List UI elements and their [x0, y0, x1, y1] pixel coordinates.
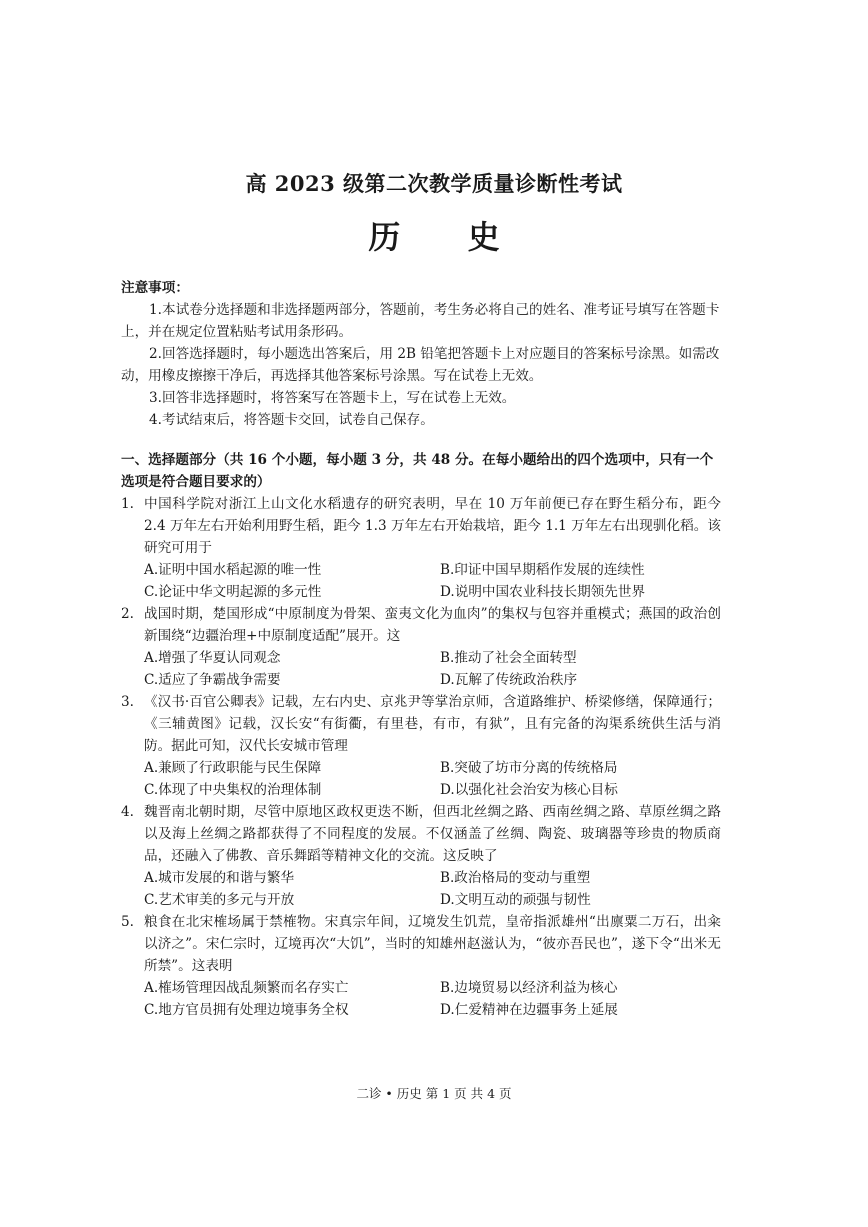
option-c: C.地方官员拥有处理边境事务全权 [144, 1002, 349, 1018]
option-d: D.仁爱精神在边疆事务上延展 [440, 1002, 618, 1018]
instruction-item: 2.回答选择题时，每小题选出答案后，用 2B 铅笔把答题卡上对应题目的答案标号涂黑。如需改动，用橡皮擦擦干净后，再选择其他答案标号涂黑。写在试卷上无效。 [121, 346, 720, 384]
instruction-item: 1.本试卷分选择题和非选择题两部分，答题前，考生务必将自己的姓名、准考证号填写在答题卡上，并在规定位置粘贴考试用条形码。 [121, 302, 720, 340]
exam-title: 高 2023 级第二次教学质量诊断性考试 [245, 171, 623, 196]
question-4 [121, 801, 721, 911]
question-options [144, 559, 721, 603]
question-stem: 《汉书·百官公卿表》记载，左右内史、京兆尹等掌治京师，含道路维护、桥梁修缮，保障通行；《三辅黄图》记载，汉长安“有街衢，有里巷，有市，有狱”，且有完备的沟渠系统供生活与消防。据此可知，汉代长安城市管理 [144, 694, 721, 754]
option-d: D.以强化社会治安为核心目标 [440, 782, 618, 798]
section-heading: 一、选择题部分（共 16 个小题，每小题 3 分，共 48 分。在每小题给出的四个选项中，只有一个选项是符合题目要求的） [121, 452, 714, 490]
question-3 [121, 691, 721, 801]
page-footer: 二诊 • 历史 第 1 页 共 4 页 [356, 1086, 512, 1101]
question-stem: 魏晋南北朝时期，尽管中原地区政权更迭不断，但西北丝绸之路、西南丝绸之路、草原丝绸之路以及海上丝绸之路都获得了不同程度的发展。不仅涵盖了丝绸、陶瓷、玻璃器等珍贵的物质商品，还融入了佛教、音乐舞蹈等精神文化的交流。这反映了 [144, 804, 721, 864]
instructions-heading: 注意事项： [121, 280, 189, 296]
question-number: 4. [121, 804, 134, 820]
option-c: C.体现了中央集权的治理体制 [144, 782, 322, 798]
instructions-block [121, 277, 721, 431]
option-a: A.增强了华夏认同观念 [144, 650, 281, 666]
question-options [144, 867, 721, 911]
question-number: 3. [121, 694, 134, 710]
question-options [144, 647, 721, 691]
subject-title: 历 史 [368, 218, 528, 256]
option-b: B.政治格局的变动与重塑 [440, 870, 591, 886]
question-stem: 战国时期，楚国形成“中原制度为骨架、蛮夷文化为血肉”的集权与包容并重模式；燕国的政治创新围绕“边疆治理+中原制度适配”展开。这 [144, 606, 721, 644]
question-stem: 中国科学院对浙江上山文化水稻遗存的研究表明，早在 10 万年前便已存在野生稻分布，距今 2.4 万年左右开始利用野生稻，距今 1.3 万年左右开始栽培，距今 1.1 万年左右出现驯化稻。该研究可用于 [144, 496, 721, 556]
question-number: 1. [121, 496, 134, 512]
multiple-choice-section [121, 449, 721, 1021]
option-d: D.瓦解了传统政治秩序 [440, 672, 578, 688]
option-b: B.突破了坊市分离的传统格局 [440, 760, 618, 776]
question-number: 5. [121, 914, 134, 930]
question-2 [121, 603, 721, 691]
question-1 [121, 493, 721, 603]
option-c: C.艺术审美的多元与开放 [144, 892, 295, 908]
option-a: A.兼顾了行政职能与民生保障 [144, 760, 322, 776]
option-c: C.适应了争霸战争需要 [144, 672, 281, 688]
option-b: B.推动了社会全面转型 [440, 650, 577, 666]
instruction-item: 3.回答非选择题时，将答案写在答题卡上，写在试卷上无效。 [149, 390, 516, 406]
option-c: C.论证中华文明起源的多元性 [144, 584, 322, 600]
option-b: B.印证中国早期稻作发展的连续性 [440, 562, 645, 578]
option-b: B.边境贸易以经济利益为核心 [440, 980, 618, 996]
question-options [144, 757, 721, 801]
question-5 [121, 911, 721, 1021]
question-number: 2. [121, 606, 134, 622]
option-d: D.文明互动的顽强与韧性 [440, 892, 591, 908]
question-options [144, 977, 721, 1021]
option-d: D.说明中国农业科技长期领先世界 [440, 584, 646, 600]
question-stem: 粮食在北宋榷场属于禁榷物。宋真宗年间，辽境发生饥荒，皇帝指派雄州“出廪粟二万石，出籴以济之”。宋仁宗时，辽境再次“大饥”，当时的知雄州赵滋认为，“彼亦吾民也”，遂下令“出米无所禁”。这表明 [144, 914, 721, 974]
option-a: A.城市发展的和谐与繁华 [144, 870, 295, 886]
option-a: A.证明中国水稻起源的唯一性 [144, 562, 322, 578]
option-a: A.榷场管理因战乱频繁而名存实亡 [144, 980, 349, 996]
instruction-item: 4.考试结束后，将答题卡交回，试卷自己保存。 [149, 412, 434, 428]
